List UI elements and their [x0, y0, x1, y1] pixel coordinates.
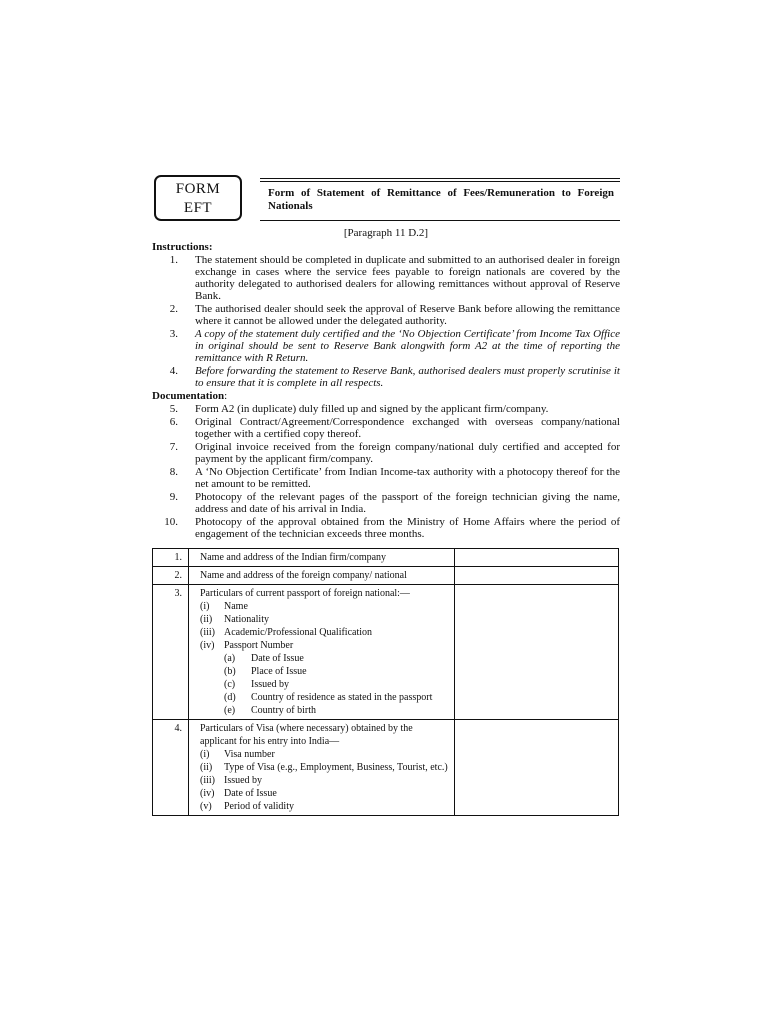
- passport-sublist: [200, 600, 448, 652]
- list-item: (d) Country of residence as stated in the passport: [224, 692, 433, 703]
- list-item: 5. Form A2 (in duplicate) duly filled up and signed by the applicant firm/company.: [169, 403, 549, 415]
- list-item: (i) Name: [200, 601, 248, 612]
- instructions-list: [152, 254, 620, 389]
- list-item: 10. Photocopy of the approval obtained from the Ministry of Home Affairs where the period of engagement of the technician exceeds three months.: [164, 516, 620, 540]
- documentation-list: [152, 403, 620, 540]
- list-item: (ii) Nationality: [200, 614, 269, 625]
- entry-field-foreign-company[interactable]: [455, 567, 619, 585]
- list-item: (v) Period of validity: [200, 801, 294, 812]
- list-item: (i) Visa number: [200, 749, 275, 760]
- header-rule-top-thin: [260, 181, 620, 182]
- list-item: 7. Original invoice received from the foreign company/national duly certified and accepted for payment by the applicant firm/company.: [169, 441, 620, 465]
- form-eft-page: [152, 175, 620, 812]
- list-item: (iv) Date of Issue: [200, 788, 277, 799]
- visa-sublist: [200, 748, 448, 813]
- paragraph-reference: [Paragraph 11 D.2]: [343, 227, 429, 239]
- list-item: (ii) Type of Visa (e.g., Employment, Business, Tourist, etc.): [200, 762, 448, 773]
- row-number: 2.: [153, 567, 189, 585]
- list-item: 4. Before forwarding the statement to Reserve Bank, authorised dealers must properly scrutinise it to ensure that it is complete in all respects.: [169, 365, 620, 389]
- form-id-box: [154, 175, 242, 221]
- list-item: 3. A copy of the statement duly certified and the ‘No Objection Certificate’ from Income Tax Office in original should be sent to Reserve Bank alongwith form A2 at the time of reporting the remittance with R Return.: [169, 328, 620, 364]
- list-item: (b) Place of Issue: [224, 666, 307, 677]
- header-rule-bottom: [260, 220, 620, 221]
- entry-field-visa[interactable]: [455, 720, 619, 816]
- list-item: 8. A ‘No Objection Certificate’ from Indian Income-tax authority with a photocopy thereof for the net amount to be remitted.: [169, 466, 620, 490]
- row-label: Name and address of the foreign company/ national: [189, 567, 455, 585]
- table-row: [153, 585, 619, 720]
- entry-field-firm[interactable]: [455, 549, 619, 567]
- list-item: 6. Original Contract/Agreement/Correspondence exchanged with overseas company/national together with a certified copy thereof.: [169, 416, 620, 440]
- form-code: EFT: [183, 200, 213, 216]
- header-rule-top: [260, 178, 620, 179]
- particulars-table: [152, 548, 619, 816]
- row-number: 3.: [153, 585, 189, 720]
- list-item: 2. The authorised dealer should seek the approval of Reserve Bank before allowing the remittance where it cannot be allowed under the delegated authority.: [169, 303, 620, 327]
- table-row: [153, 720, 619, 816]
- row-label-passport: [189, 585, 455, 720]
- form-label: FORM: [175, 181, 221, 197]
- list-item: 1. The statement should be completed in duplicate and submitted to an authorised dealer in foreign exchange in cases where the service fees payable to foreign nationals are covered by the authority delegated to authorised dealers for allowing remittances without approval of Reserve Bank.: [169, 254, 620, 302]
- list-item: 9. Photocopy of the relevant pages of the passport of the foreign technician giving the name, address and date of his arrival in India.: [169, 491, 620, 515]
- form-header: [152, 175, 620, 225]
- list-item: (a) Date of Issue: [224, 653, 304, 664]
- row-label-visa: [189, 720, 455, 816]
- table-row: [153, 567, 619, 585]
- list-item: (iv) Passport Number: [200, 640, 294, 651]
- row-label: Particulars of Visa (where necessary) obtained by the applicant for his entry into India—: [200, 723, 413, 747]
- row-label: Name and address of the Indian firm/company: [189, 549, 455, 567]
- list-item: (c) Issued by: [224, 679, 290, 690]
- table-row: [153, 549, 619, 567]
- list-item: (e) Country of birth: [224, 705, 316, 716]
- list-item: (iii) Issued by: [200, 775, 263, 786]
- entry-field-passport[interactable]: [455, 585, 619, 720]
- documentation-heading: Documentation:: [152, 390, 228, 402]
- passport-number-sublist: [200, 652, 448, 717]
- instructions-heading: Instructions:: [152, 241, 213, 253]
- row-number: 4.: [153, 720, 189, 816]
- row-label: Particulars of current passport of foreign national:—: [200, 588, 410, 599]
- form-title: Form of Statement of Remittance of Fees/Remuneration to Foreign Nationals: [268, 187, 614, 212]
- list-item: (iii) Academic/Professional Qualification: [200, 627, 373, 638]
- row-number: 1.: [153, 549, 189, 567]
